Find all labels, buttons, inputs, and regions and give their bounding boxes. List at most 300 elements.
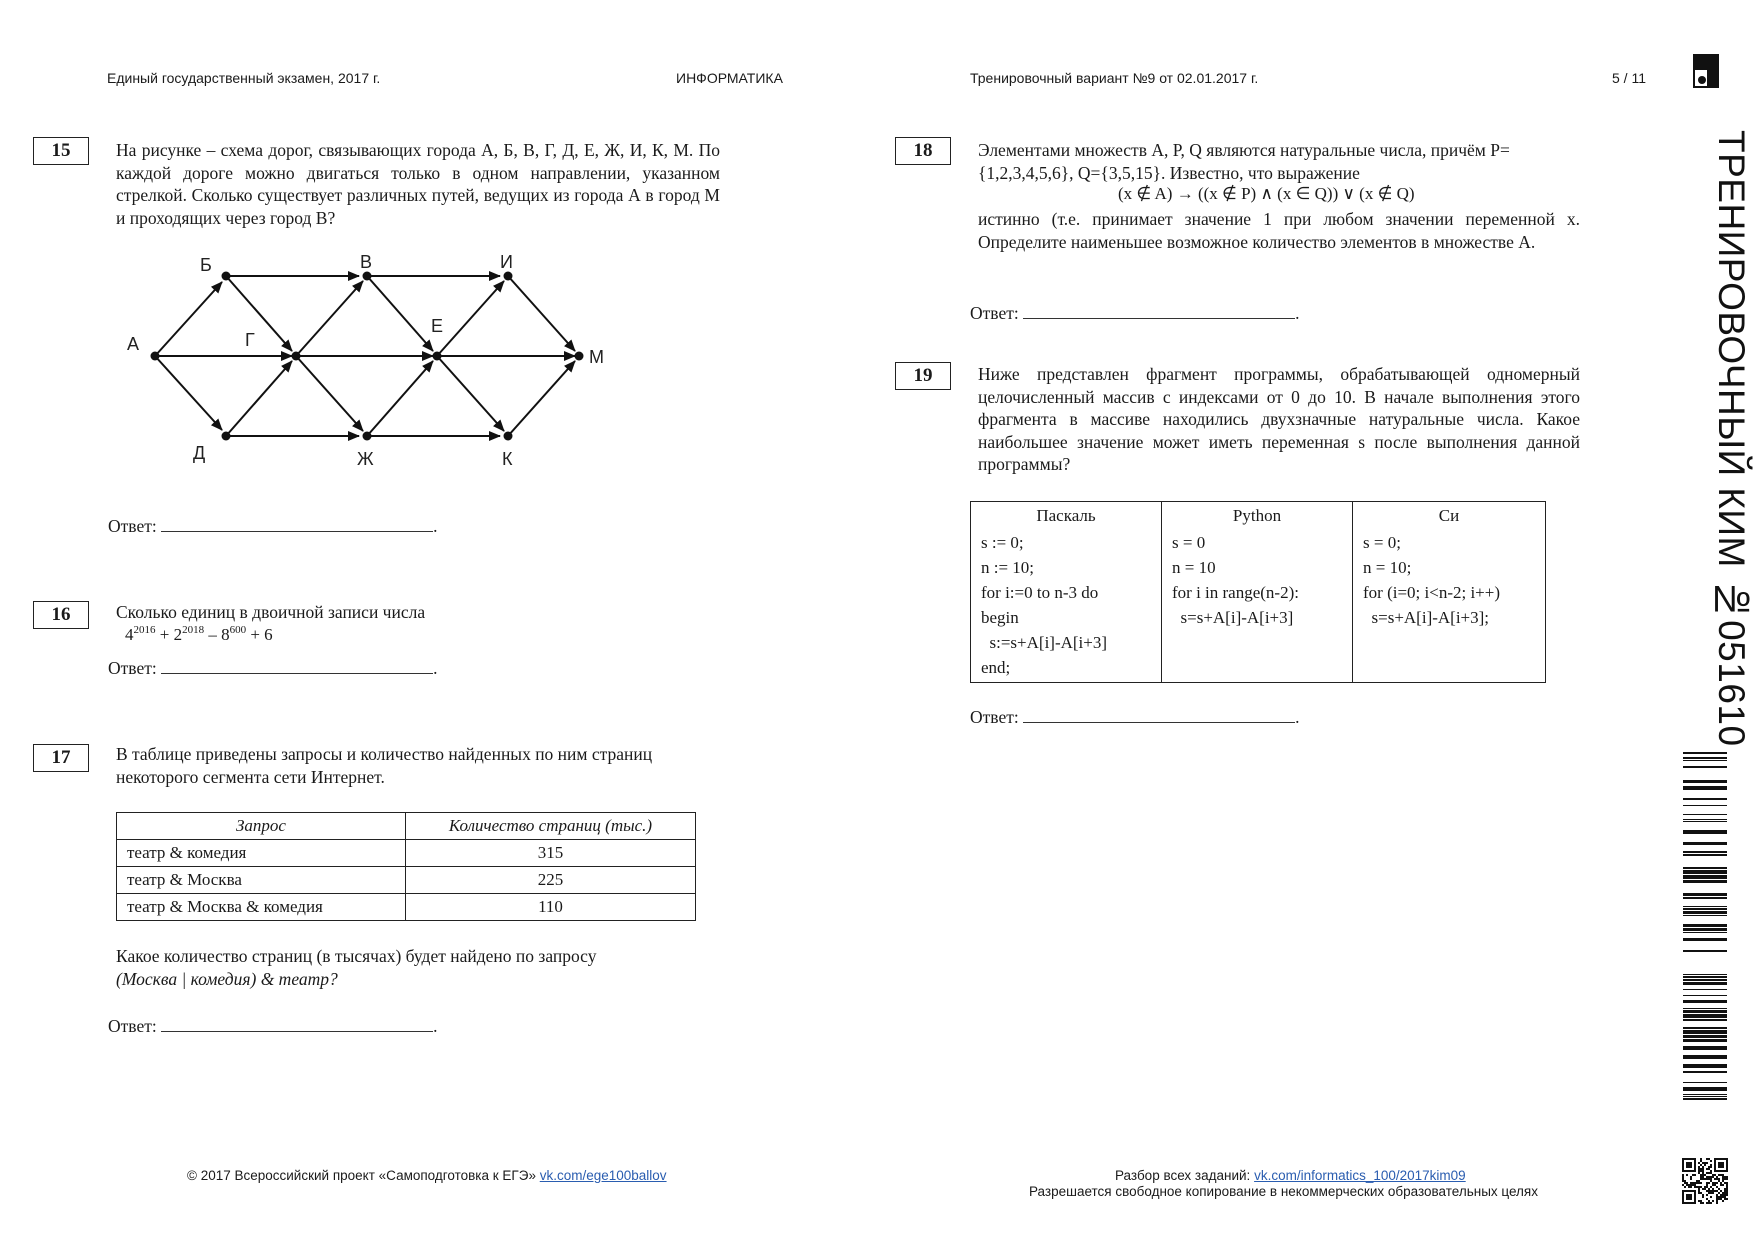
barcode-stripe: [1683, 814, 1727, 815]
qr-module: [1716, 1196, 1718, 1198]
qr-module: [1714, 1162, 1716, 1164]
table-cell: театр & Москва: [117, 867, 406, 894]
qr-module: [1682, 1158, 1684, 1160]
footer-license: Разрешается свободное копирование в некоммерческих образовательных целях: [1029, 1184, 1538, 1199]
qr-module: [1700, 1178, 1702, 1180]
qr-module: [1700, 1160, 1702, 1162]
qr-module: [1708, 1178, 1710, 1180]
qr-module: [1726, 1168, 1728, 1170]
table-header: Количество страниц (тыс.): [406, 813, 696, 840]
qr-module: [1702, 1162, 1704, 1164]
node-K: [504, 432, 513, 441]
barcode-stripe: [1683, 821, 1727, 822]
qr-module: [1722, 1178, 1724, 1180]
qr-module: [1708, 1202, 1710, 1204]
barcode-stripe: [1683, 1094, 1727, 1095]
qr-module: [1724, 1182, 1726, 1184]
qr-module: [1682, 1198, 1684, 1200]
qr-module: [1702, 1196, 1704, 1198]
qr-module: [1714, 1164, 1716, 1166]
qr-module: [1700, 1170, 1702, 1172]
qr-module: [1722, 1176, 1724, 1178]
barcode-stripe: [1683, 875, 1727, 879]
answer-19-field[interactable]: [1023, 706, 1295, 723]
table-row: [117, 867, 696, 894]
qr-module: [1698, 1182, 1700, 1184]
qr-module: [1724, 1194, 1726, 1196]
qr-module: [1694, 1184, 1696, 1186]
qr-module: [1702, 1194, 1704, 1196]
qr-module: [1716, 1202, 1718, 1204]
qr-module: [1720, 1170, 1722, 1172]
qr-module: [1708, 1176, 1710, 1178]
qr-module: [1710, 1178, 1712, 1180]
qr-module: [1682, 1176, 1684, 1178]
footer-analysis-label: Разбор всех заданий:: [1115, 1168, 1251, 1183]
footer-right: [1115, 1168, 1466, 1183]
qr-module: [1686, 1184, 1688, 1186]
qr-module: [1726, 1186, 1728, 1188]
qr-module: [1694, 1198, 1696, 1200]
code-header-c: Си: [1353, 502, 1546, 529]
qr-module: [1718, 1166, 1720, 1168]
qr-module: [1720, 1158, 1722, 1160]
qr-module: [1698, 1168, 1700, 1170]
table-header: Запрос: [117, 813, 406, 840]
qr-module: [1694, 1186, 1696, 1188]
qr-module: [1700, 1186, 1702, 1188]
node-label: Г: [245, 330, 255, 350]
qr-module: [1702, 1170, 1704, 1172]
qr-module: [1726, 1166, 1728, 1168]
qr-module: [1714, 1170, 1716, 1172]
qr-module: [1698, 1172, 1700, 1174]
question-15-number: 15: [33, 137, 89, 165]
qr-module: [1708, 1158, 1710, 1160]
qr-code: [1682, 1158, 1728, 1204]
qr-module: [1700, 1158, 1702, 1160]
qr-module: [1698, 1188, 1700, 1190]
qr-module: [1708, 1172, 1710, 1174]
node-Zh: [363, 432, 372, 441]
qr-module: [1684, 1170, 1686, 1172]
answer-label: Ответ:: [970, 707, 1019, 727]
question-16-number: 16: [33, 601, 89, 629]
qr-module: [1706, 1184, 1708, 1186]
qr-module: [1700, 1164, 1702, 1166]
barcode-stripe: [1683, 932, 1727, 933]
answer-18: Ответ: .: [970, 303, 1300, 323]
code-table: [970, 501, 1546, 683]
question-15-text: На рисунке – схема дорог, связывающих города А, Б, В, Г, Д, Е, Ж, И, К, М. По каждой дороге можно двигаться только в одном направлении, указанном стрелкой. Сколько существует различных путей, ведущих из города А в город М и проходящих через город В?: [116, 140, 720, 228]
answer-label: Ответ:: [970, 303, 1019, 323]
qr-module: [1698, 1180, 1700, 1182]
qr-module: [1682, 1162, 1684, 1164]
qr-module: [1686, 1174, 1688, 1176]
qr-module: [1704, 1162, 1706, 1164]
qr-module: [1690, 1158, 1692, 1160]
qr-module: [1682, 1202, 1684, 1204]
barcode-stripe: [1683, 1098, 1727, 1100]
qr-module: [1694, 1196, 1696, 1198]
node-label: А: [127, 334, 140, 354]
node-E: [433, 352, 442, 361]
qr-module: [1706, 1178, 1708, 1180]
qr-module: [1694, 1162, 1696, 1164]
qr-module: [1686, 1190, 1688, 1192]
barcode-stripe: [1683, 938, 1727, 941]
qr-module: [1722, 1158, 1724, 1160]
qr-module: [1690, 1170, 1692, 1172]
question-18-number: 18: [895, 137, 951, 165]
qr-module: [1706, 1194, 1708, 1196]
qr-module: [1712, 1176, 1714, 1178]
barcode-stripe: [1683, 1082, 1727, 1083]
barcode-stripe: [1683, 842, 1727, 845]
question-19-text: Ниже представлен фрагмент программы, обрабатывающей одномерный целочисленный массив с индексами от 0 до 10. В начале выполнения этого фрагмента в массиве находились двухзначные натуральные числа. Какое наибольшее значение может иметь переменная s после выполнения данной программы?: [978, 364, 1580, 474]
qr-module: [1684, 1182, 1686, 1184]
qr-module: [1726, 1160, 1728, 1162]
qr-module: [1710, 1180, 1712, 1182]
qr-module: [1692, 1158, 1694, 1160]
qr-module: [1686, 1166, 1688, 1168]
footer-right-link[interactable]: vk.com/informatics_100/2017kim09: [1254, 1168, 1466, 1183]
qr-module: [1686, 1198, 1688, 1200]
qr-module: [1722, 1196, 1724, 1198]
qr-module: [1706, 1190, 1708, 1192]
qr-module: [1698, 1170, 1700, 1172]
qr-module: [1716, 1194, 1718, 1196]
qr-module: [1716, 1198, 1718, 1200]
qr-module: [1726, 1176, 1728, 1178]
barcode-stripe: [1683, 982, 1727, 985]
header-page-number: 5 / 11: [1612, 70, 1646, 86]
qr-module: [1722, 1162, 1724, 1164]
qr-module: [1704, 1186, 1706, 1188]
qr-module: [1714, 1190, 1716, 1192]
answer-16: Ответ: .: [108, 658, 438, 678]
qr-module: [1706, 1198, 1708, 1200]
question-18-text2: истинно (т.е. принимает значение 1 при любом значении переменной x. Определите наименьшее возможное количество элементов в множестве A.: [978, 209, 1580, 252]
qr-module: [1720, 1194, 1722, 1196]
qr-module: [1688, 1196, 1690, 1198]
table-row: [117, 894, 696, 921]
answer-16-field[interactable]: [161, 657, 433, 674]
barcode-stripe: [1683, 867, 1727, 869]
qr-module: [1682, 1168, 1684, 1170]
barcode-stripe: [1683, 1027, 1727, 1029]
qr-module: [1718, 1178, 1720, 1180]
graph-edges: [155, 276, 575, 436]
qr-module: [1690, 1190, 1692, 1192]
qr-module: [1726, 1192, 1728, 1194]
footer-left-link[interactable]: vk.com/ege100ballov: [539, 1168, 667, 1183]
question-16-text: Сколько единиц в двоичной записи числа: [116, 602, 426, 622]
qr-module: [1702, 1174, 1704, 1176]
qr-module: [1718, 1198, 1720, 1200]
qr-module: [1708, 1182, 1710, 1184]
qr-module: [1694, 1202, 1696, 1204]
qr-module: [1718, 1164, 1720, 1166]
qr-module: [1720, 1184, 1722, 1186]
barcode-stripe: [1683, 995, 1727, 996]
header-exam-title: Единый государственный экзамен, 2017 г.: [107, 70, 381, 86]
qr-module: [1684, 1190, 1686, 1192]
qr-module: [1692, 1182, 1694, 1184]
barcode-stripe: [1683, 908, 1727, 910]
qr-module: [1692, 1202, 1694, 1204]
qr-module: [1712, 1200, 1714, 1202]
qr-module: [1716, 1186, 1718, 1188]
barcode-stripe: [1683, 851, 1727, 853]
barcode-stripe: [1683, 989, 1727, 990]
barcode-stripe: [1683, 819, 1727, 820]
formula-exponent: 600: [229, 624, 247, 636]
question-17-text: В таблице приведены запросы и количество найденных по ним страниц некоторого сегмента сети Интернет.: [116, 744, 653, 787]
qr-module: [1726, 1198, 1728, 1200]
qr-module: [1712, 1184, 1714, 1186]
qr-module: [1682, 1178, 1684, 1180]
table-cell: 225: [406, 867, 696, 894]
barcode-stripe: [1683, 1096, 1727, 1097]
header-variant: Тренировочный вариант №9 от 02.01.2017 г.: [970, 70, 1259, 86]
qr-module: [1726, 1182, 1728, 1184]
qr-module: [1720, 1198, 1722, 1200]
barcode-stripe: [1683, 1087, 1727, 1091]
barcode: [1683, 752, 1727, 1102]
qr-module: [1708, 1200, 1710, 1202]
qr-module: [1690, 1178, 1692, 1180]
qr-module: [1724, 1170, 1726, 1172]
qr-module: [1712, 1192, 1714, 1194]
qr-module: [1706, 1162, 1708, 1164]
qr-module: [1694, 1170, 1696, 1172]
qr-module: [1682, 1184, 1684, 1186]
qr-module: [1698, 1166, 1700, 1168]
barcode-stripe: [1683, 1010, 1727, 1013]
formula-exponent: 2016: [133, 624, 156, 636]
qr-module: [1682, 1190, 1684, 1192]
qr-module: [1714, 1178, 1716, 1180]
qr-module: [1710, 1196, 1712, 1198]
qr-module: [1682, 1170, 1684, 1172]
table-row: [117, 840, 696, 867]
barcode-stripe: [1683, 786, 1727, 790]
qr-module: [1684, 1180, 1686, 1182]
qr-module: [1690, 1164, 1692, 1166]
qr-module: [1712, 1190, 1714, 1192]
qr-module: [1722, 1194, 1724, 1196]
answer-17-field[interactable]: [161, 1015, 433, 1032]
qr-module: [1700, 1200, 1702, 1202]
barcode-stripe: [1683, 911, 1727, 914]
question-17-query: (Москва | комедия) & театр?: [116, 968, 338, 989]
barcode-stripe: [1683, 1030, 1727, 1034]
qr-module: [1698, 1200, 1700, 1202]
barcode-stripe: [1683, 1071, 1727, 1073]
qr-module: [1690, 1176, 1692, 1178]
qr-module: [1718, 1180, 1720, 1182]
qr-module: [1682, 1200, 1684, 1202]
qr-module: [1724, 1178, 1726, 1180]
node-B-cyr: [222, 272, 231, 281]
qr-module: [1710, 1186, 1712, 1188]
formula-part: – 8: [204, 625, 230, 644]
qr-module: [1694, 1160, 1696, 1162]
qr-module: [1722, 1174, 1724, 1176]
qr-module: [1712, 1174, 1714, 1176]
qr-module: [1710, 1170, 1712, 1172]
node-V: [363, 272, 372, 281]
qr-module: [1706, 1176, 1708, 1178]
qr-module: [1722, 1192, 1724, 1194]
qr-module: [1704, 1188, 1706, 1190]
node-M: [575, 352, 584, 361]
answer-label: Ответ:: [108, 516, 157, 536]
barcode-stripe: [1683, 976, 1727, 978]
barcode-stripe: [1683, 1064, 1727, 1068]
qr-module: [1716, 1178, 1718, 1180]
qr-module: [1726, 1158, 1728, 1160]
qr-module: [1712, 1182, 1714, 1184]
qr-module: [1710, 1164, 1712, 1166]
qr-module: [1710, 1202, 1712, 1204]
node-label: Е: [431, 316, 444, 336]
formula-part: 4: [125, 625, 134, 644]
qr-module: [1716, 1170, 1718, 1172]
qr-module: [1688, 1190, 1690, 1192]
qr-module: [1690, 1196, 1692, 1198]
qr-module: [1722, 1200, 1724, 1202]
qr-module: [1694, 1174, 1696, 1176]
qr-module: [1706, 1186, 1708, 1188]
qr-module: [1716, 1190, 1718, 1192]
qr-module: [1706, 1202, 1708, 1204]
answer-18-field[interactable]: [1023, 302, 1295, 319]
barcode-stripe: [1683, 1019, 1727, 1021]
qr-module: [1688, 1194, 1690, 1196]
qr-module: [1724, 1196, 1726, 1198]
question-16-formula: [125, 624, 273, 645]
qr-module: [1708, 1168, 1710, 1170]
qr-module: [1694, 1158, 1696, 1160]
qr-module: [1688, 1202, 1690, 1204]
node-label: В: [360, 252, 373, 272]
barcode-stripe: [1683, 928, 1727, 931]
qr-module: [1716, 1182, 1718, 1184]
qr-module: [1710, 1190, 1712, 1192]
qr-module: [1700, 1182, 1702, 1184]
qr-module: [1696, 1186, 1698, 1188]
question-17-question-text: Какое количество страниц (в тысячах) будет найдено по запросу: [116, 946, 597, 966]
code-c: s = 0; n = 10; for (i=0; i<n-2; i++) s=s+A[i]-A[i+3];: [1353, 528, 1546, 683]
qr-module: [1686, 1194, 1688, 1196]
qr-module: [1686, 1170, 1688, 1172]
node-label: Ж: [357, 449, 374, 469]
qr-module: [1722, 1164, 1724, 1166]
qr-module: [1726, 1194, 1728, 1196]
qr-module: [1716, 1158, 1718, 1160]
qr-module: [1684, 1186, 1686, 1188]
qr-module: [1704, 1164, 1706, 1166]
qr-module: [1702, 1188, 1704, 1190]
qr-module: [1688, 1162, 1690, 1164]
qr-module: [1682, 1180, 1684, 1182]
qr-module: [1700, 1202, 1702, 1204]
qr-module: [1718, 1196, 1720, 1198]
answer-label: Ответ:: [108, 658, 157, 678]
qr-module: [1690, 1194, 1692, 1196]
qr-module: [1704, 1178, 1706, 1180]
formula-part: + 6: [246, 625, 273, 644]
barcode-stripe: [1683, 1046, 1727, 1050]
barcode-stripe: [1683, 766, 1727, 768]
barcode-stripe: [1683, 950, 1727, 952]
qr-module: [1694, 1164, 1696, 1166]
qr-module: [1702, 1166, 1704, 1168]
qr-module: [1722, 1180, 1724, 1182]
qr-module: [1712, 1188, 1714, 1190]
qr-module: [1720, 1182, 1722, 1184]
footer-copyright: © 2017 Всероссийский проект «Самоподготовка к ЕГЭ»: [187, 1168, 536, 1183]
qr-module: [1720, 1164, 1722, 1166]
answer-label: Ответ:: [108, 1016, 157, 1036]
qr-module: [1718, 1170, 1720, 1172]
qr-module: [1720, 1162, 1722, 1164]
barcode-stripe: [1683, 760, 1727, 761]
qr-module: [1696, 1182, 1698, 1184]
qr-module: [1692, 1170, 1694, 1172]
qr-module: [1682, 1174, 1684, 1176]
node-label: Б: [200, 255, 212, 275]
qr-module: [1726, 1190, 1728, 1192]
qr-module: [1714, 1166, 1716, 1168]
qr-module: [1708, 1190, 1710, 1192]
qr-module: [1690, 1166, 1692, 1168]
qr-module: [1710, 1176, 1712, 1178]
qr-module: [1714, 1174, 1716, 1176]
barcode-stripe: [1683, 1055, 1727, 1059]
qr-module: [1706, 1182, 1708, 1184]
qr-module: [1708, 1192, 1710, 1194]
code-python: s = 0 n = 10 for i in range(n-2): s=s+A[i]-A[i+3]: [1162, 528, 1353, 683]
barcode-stripe: [1683, 752, 1727, 754]
qr-module: [1688, 1186, 1690, 1188]
qr-module: [1702, 1202, 1704, 1204]
qr-module: [1718, 1158, 1720, 1160]
question-17-number: 17: [33, 744, 89, 772]
qr-module: [1698, 1186, 1700, 1188]
qr-module: [1696, 1180, 1698, 1182]
barcode-stripe: [1683, 1035, 1727, 1038]
road-graph: [115, 243, 635, 478]
qr-module: [1694, 1166, 1696, 1168]
barcode-stripe: [1683, 1000, 1727, 1003]
qr-module: [1686, 1196, 1688, 1198]
qr-module: [1724, 1188, 1726, 1190]
barcode-stripe: [1683, 906, 1727, 907]
answer-15-field[interactable]: [161, 515, 433, 532]
qr-module: [1700, 1174, 1702, 1176]
qr-module: [1686, 1158, 1688, 1160]
qr-module: [1692, 1184, 1694, 1186]
qr-module: [1718, 1174, 1720, 1176]
query-table: [116, 812, 696, 921]
qr-module: [1726, 1164, 1728, 1166]
qr-module: [1688, 1166, 1690, 1168]
node-A: [151, 352, 160, 361]
node-D: [222, 432, 231, 441]
